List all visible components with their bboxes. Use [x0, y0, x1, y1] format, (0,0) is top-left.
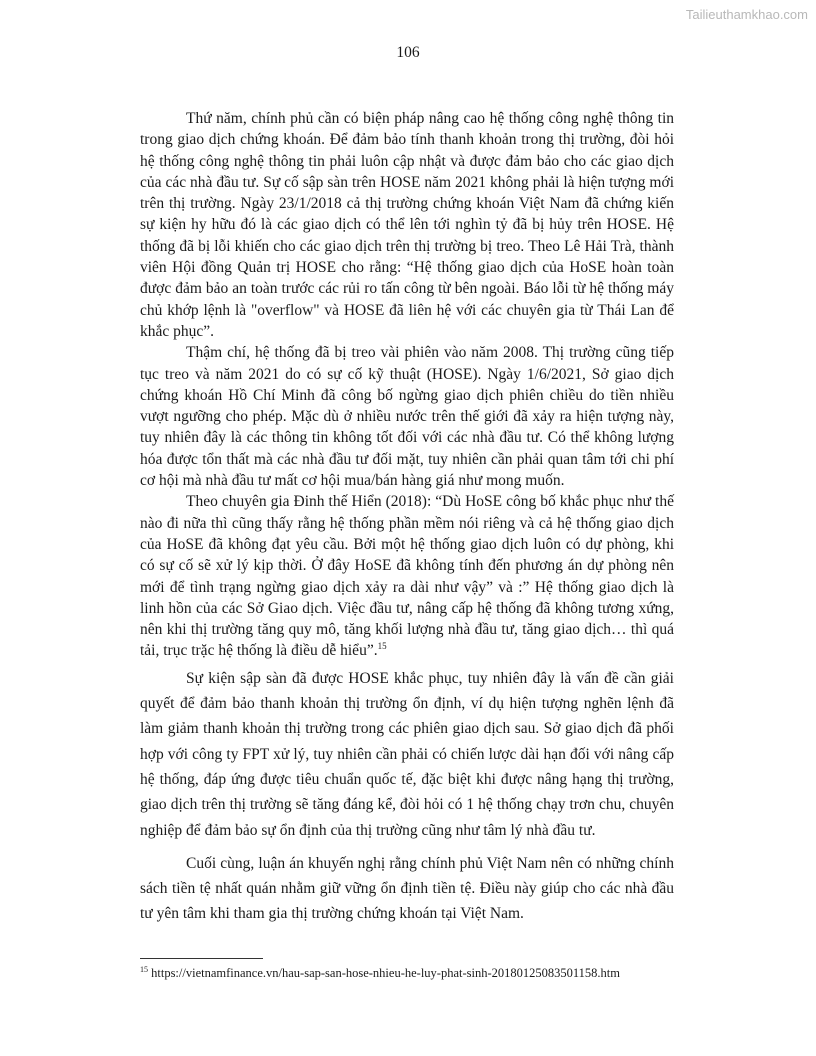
footnote-number: 15: [140, 964, 148, 974]
footnote: [140, 966, 620, 981]
body-text: [140, 108, 674, 927]
paragraph-3: [140, 491, 674, 661]
paragraph-3-text: Theo chuyên gia Đinh thế Hiển (2018): “Dù HoSE công bố khắc phục như thế nào đi nữa thì cũng thấy rằng hệ thống phần mềm nói riêng và cả hệ thống giao dịch của HoSE đã không đạt yêu cầu. Bởi một hệ thống giao dịch luôn có dự phòng, khi có sự cố sẽ xử lý kịp thời. Ở đây HoSE đã không tính đến phương án dự phòng nên mới để tình trạng ngừng giao dịch xảy ra dài như vậy” và :” Hệ thống giao dịch là linh hồn của các Sở Giao dịch. Việc đầu tư, nâng cấp hệ thống đã không tương xứng, nên khi thị trường tăng quy mô, tăng khối lượng nhà đầu tư, tăng giao dịch… thì quá tải, trục trặc hệ thống là điều dễ hiểu”.: [140, 493, 674, 660]
footnote-separator: [140, 958, 263, 959]
footnote-link[interactable]: https://vietnamfinance.vn/hau-sap-san-hose-nhieu-he-luy-phat-sinh-20180125083501158.htm: [148, 966, 621, 980]
paragraph-2: Thậm chí, hệ thống đã bị treo vài phiên vào năm 2008. Thị trường cũng tiếp tục treo và năm 2021 do có sự cố kỹ thuật (HOSE). Ngày 1/6/2021, Sở giao dịch chứng khoán Hồ Chí Minh đã công bố ngừng giao dịch phiên chiều do tiền nhiều vượt ngưỡng cho phép. Mặc dù ở nhiều nước trên thế giới đã xảy ra hiện tượng này, tuy nhiên đây là các thông tin không tốt đối với các nhà đầu tư. Có thể không lượng hóa được tổn thất mà các nhà đầu tư đối mặt, tuy nhiên cần phải quan tâm tới chi phí cơ hội mà nhà đầu tư mất cơ hội mua/bán hàng giá như mong muốn.: [140, 344, 674, 490]
paragraph-1: Thứ năm, chính phủ cần có biện pháp nâng cao hệ thống công nghệ thông tin trong giao dịch chứng khoán. Để đảm bảo tính thanh khoản trong thị trường, đòi hỏi hệ thống công nghệ thông tin phải luôn cập nhật và được đảm bảo cho các giao dịch của các nhà đầu tư. Sự cố sập sàn trên HOSE năm 2021 không phải là hiện tượng mới trên thị trường. Ngày 23/1/2018 cả thị trường chứng khoán Việt Nam đã chứng kiến sự kiện hy hữu đó là các giao dịch có thể lên tới nghìn tỷ đã bị hủy trên HOSE. Hệ thống đã bị lỗi khiến cho các giao dịch trên thị trường bị treo. Theo Lê Hải Trà, thành viên Hội đồng Quản trị HOSE cho rằng: “Hệ thống giao dịch của HoSE hoàn toàn được đảm bảo an toàn trước các rủi ro tấn công từ bên ngoài. Báo lỗi từ hệ thống máy chủ khớp lệnh là "overflow" và HOSE đã liên hệ với các chuyên gia từ Thái Lan để khắc phục”.: [140, 110, 674, 340]
watermark: Tailieuthamkhao.com: [685, 7, 808, 22]
page-number: 106: [396, 44, 420, 61]
paragraph-4: Sự kiện sập sàn đã được HOSE khắc phục, tuy nhiên đây là vấn đề cần giải quyết để đảm bảo thanh khoản thị trường ổn định, ví dụ hiện tượng nghẽn lệnh đã làm giảm thanh khoản thị trường trong các phiên giao dịch sau. Sở giao dịch đã phối hợp với công ty FPT xử lý, tuy nhiên cần phải có chiến lược dài hạn đối với nâng cấp hệ thống, đáp ứng được tiêu chuẩn quốc tế, đặc biệt khi được nâng hạng thị trường, giao dịch trên thị trường sẽ tăng đáng kể, đòi hỏi có 1 hệ thống chạy trơn chu, chuyên nghiệp để đảm bảo sự ổn định của thị trường cũng như tâm lý nhà đầu tư.: [140, 669, 674, 839]
footnote-reference[interactable]: 15: [377, 641, 387, 652]
paragraph-5: Cuối cùng, luận án khuyến nghị rằng chính phủ Việt Nam nên có những chính sách tiền tệ nhất quán nhằm giữ vững ổn định tiền tệ. Điều này giúp cho các nhà đầu tư yên tâm khi tham gia thị trường chứng khoán tại Việt Nam.: [140, 854, 674, 923]
